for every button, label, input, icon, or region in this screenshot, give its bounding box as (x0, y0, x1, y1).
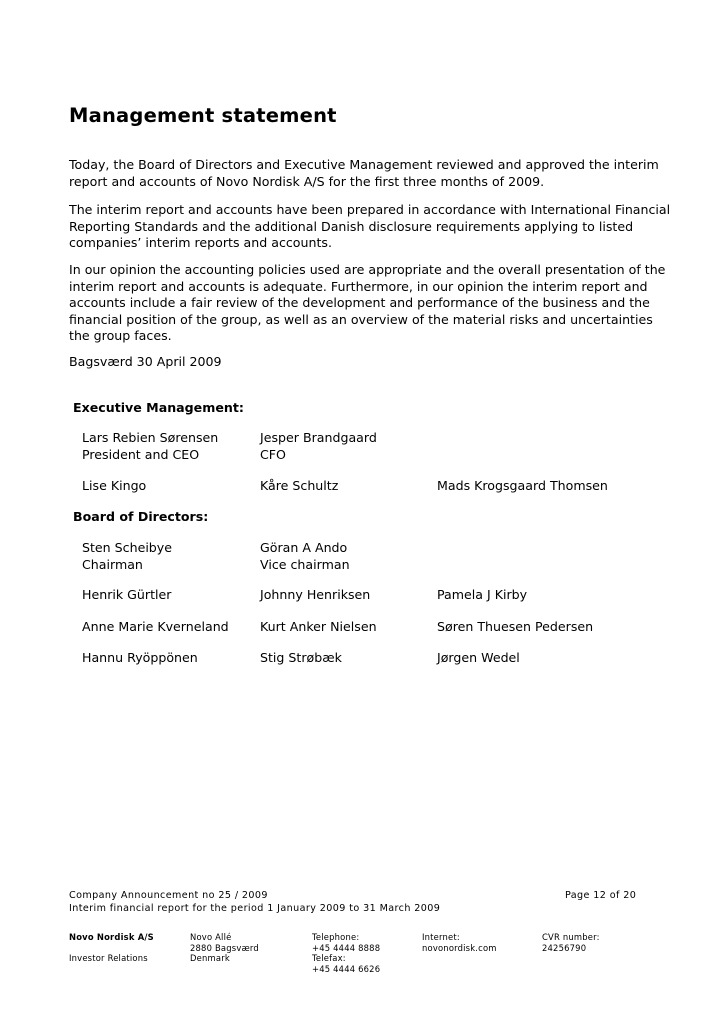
signatory (260, 540, 350, 573)
signatory-name: Mads Krogsgaard Thomsen (437, 478, 608, 493)
board-heading: Board of Directors: (73, 509, 209, 524)
executive-heading: Executive Management: (73, 400, 244, 415)
paragraph-line: the group faces. (69, 328, 172, 343)
page-number: Page 12 of 20 (565, 890, 637, 901)
signatory-role: CFO (260, 446, 286, 462)
signatory-name: Kåre Schultz (260, 478, 339, 493)
signatory-name: Hannu Ryöppönen (82, 650, 198, 665)
signatory-role: President and CEO (82, 446, 200, 462)
telephone-number: +45 4444 8888 (312, 942, 381, 953)
announcement-number: Company Announcement no 25 / 2009 (69, 890, 268, 901)
footer-announcement (69, 890, 440, 915)
paragraph-line: accounts include a fair review of the development and performance of the business and the (69, 295, 650, 310)
signatory-name: Kurt Anker Nielsen (260, 619, 377, 634)
signatory-name: Pamela J Kirby (437, 587, 528, 602)
footer-company (69, 932, 154, 964)
signatory (260, 430, 377, 463)
footer-cvr (542, 932, 600, 953)
address-line: Novo Allé (190, 932, 232, 942)
page-title: Management statement (69, 104, 337, 127)
internet-label: Internet: (422, 932, 460, 942)
footer-address (190, 932, 259, 964)
signatory-name: Søren Thuesen Pedersen (437, 619, 594, 634)
footer-phone (312, 932, 380, 974)
signatory-name: Sten Scheibye (82, 540, 173, 555)
address-line: Denmark (190, 953, 230, 964)
paragraph-opinion (69, 262, 665, 345)
signatory-name: Stig Strøbæk (260, 650, 342, 665)
signatory-role: Vice chairman (260, 556, 350, 572)
signatory-name: Lars Rebien Sørensen (82, 430, 219, 445)
telefax-number: +45 4444 6626 (312, 963, 381, 974)
cvr-label: CVR number: (542, 932, 600, 942)
company-name: Novo Nordisk A/S (69, 932, 154, 942)
department: Investor Relations (69, 953, 148, 964)
telephone-label: Telephone: (312, 932, 360, 942)
signatory (82, 540, 172, 573)
paragraph-line: financial position of the group, as well as an overview of the material risks and uncertainties (69, 311, 653, 327)
signatory-name: Jørgen Wedel (437, 650, 520, 665)
cvr-number: 24256790 (542, 942, 587, 953)
signatory-role: Chairman (82, 556, 143, 572)
paragraph-standards (69, 202, 670, 252)
paragraph-line: Today, the Board of Directors and Executive Management reviewed and approved the interim (69, 157, 659, 172)
report-period: Interim financial report for the period 1 January 2009 to 31 March 2009 (69, 902, 441, 914)
paragraph-line: Reporting Standards and the additional Danish disclosure requirements applying to listed (69, 218, 634, 234)
signatory-name: Johnny Henriksen (260, 587, 371, 602)
signatory (82, 430, 218, 463)
address-line: 2880 Bagsværd (190, 942, 259, 953)
paragraph-line: The interim report and accounts have been prepared in accordance with International Financial (69, 202, 671, 217)
signatory-name: Henrik Gürtler (82, 587, 172, 602)
website-link[interactable]: novonordisk.com (422, 942, 497, 953)
signatory-name: Göran A Ando (260, 540, 348, 555)
paragraph-line: report and accounts of Novo Nordisk A/S for the first three months of 2009. (69, 173, 545, 189)
telefax-label: Telefax: (312, 953, 346, 964)
spacer (69, 943, 154, 954)
paragraph-approval (69, 157, 659, 190)
signatory-name: Lise Kingo (82, 478, 147, 493)
signatory-name: Anne Marie Kverneland (82, 619, 229, 634)
paragraph-line: interim report and accounts is adequate. Furthermore, in our opinion the interim report and (69, 278, 648, 294)
paragraph-line: In our opinion the accounting policies used are appropriate and the overall presentation of the (69, 262, 666, 277)
signatory-name: Jesper Brandgaard (260, 430, 377, 445)
paragraph-line: companies’ interim reports and accounts. (69, 235, 332, 250)
footer-internet (422, 932, 497, 953)
place-date: Bagsværd 30 April 2009 (69, 354, 222, 369)
